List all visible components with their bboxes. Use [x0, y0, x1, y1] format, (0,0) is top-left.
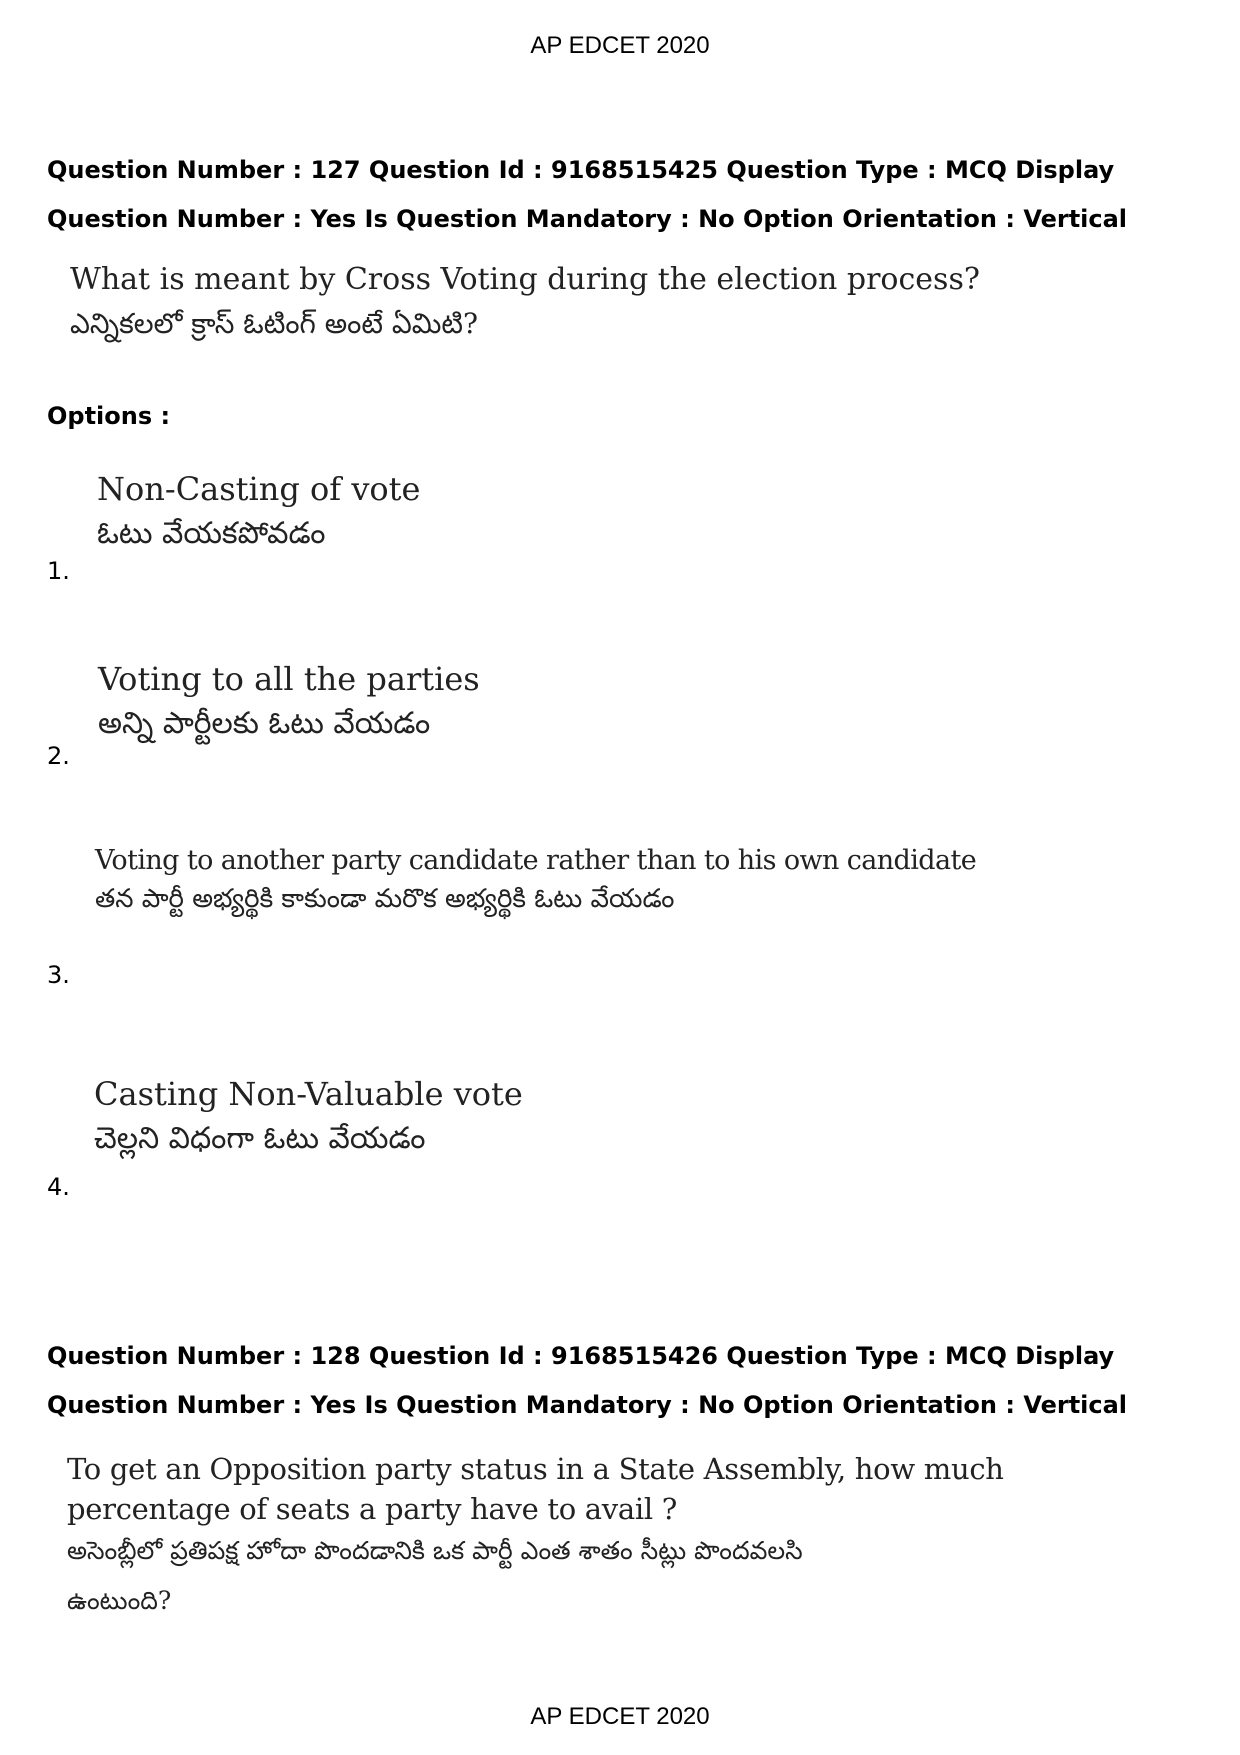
question-meta: Question Number : 127 Question Id : 9168515425 Question Type : MCQ Display Question Number : Yes Is Question Mandatory : No Option Orientation : Vertical: [47, 156, 1128, 233]
option-2-english: Voting to all the parties: [98, 660, 480, 698]
option-2-number: 2.: [47, 742, 70, 770]
option-4-text: [94, 1075, 523, 1163]
options-label: Options :: [47, 402, 171, 430]
question-text-telugu-line-1: అసెంబ్లీలో ప్రతిపక్ష హోదా పొందడానికి ఒక పార్టీ ఎంత శాతం సీట్లు పొందవలసి: [67, 1536, 803, 1565]
question-text-english-line-2: percentage of seats a party have to avail ?: [67, 1492, 677, 1526]
question-meta: Question Number : 128 Question Id : 9168515426 Question Type : MCQ Display Question Number : Yes Is Question Mandatory : No Option Orientation : Vertical: [47, 1342, 1128, 1419]
question-text: [67, 1452, 1004, 1622]
question-text-telugu: ఎన్నికలలో క్రాస్ ఓటింగ్ అంటే ఏమిటి?: [70, 307, 479, 340]
option-3-number: 3.: [47, 961, 70, 989]
option-1-text: [97, 470, 420, 558]
option-1-telugu: ఓటు వేయకపోవడం: [97, 516, 326, 551]
page-header: AP EDCET 2020: [530, 32, 710, 59]
option-1-number: 1.: [47, 557, 70, 585]
option-2-text: [98, 660, 480, 748]
question-text: [70, 262, 980, 347]
option-3-telugu: తన పార్టీ అభ్యర్థికి కాకుండా మరొక అభ్యర్థికి ఓటు వేయడం: [95, 884, 675, 914]
option-3-text: [95, 845, 976, 920]
option-3-english: Voting to another party candidate rather than to his own candidate: [95, 845, 977, 876]
option-4-telugu: చెల్లని విధంగా ఓటు వేయడం: [94, 1121, 426, 1156]
question-text-english: What is meant by Cross Voting during the election process?: [70, 262, 980, 297]
question-text-english-line-1: To get an Opposition party status in a State Assembly, how much: [67, 1452, 1004, 1486]
option-4-number: 4.: [47, 1173, 70, 1201]
question-text-telugu-line-2: ఉంటుంది?: [67, 1586, 172, 1615]
option-4-english: Casting Non-Valuable vote: [94, 1075, 523, 1113]
option-2-telugu: అన్ని పార్టీలకు ఓటు వేయడం: [98, 706, 431, 741]
page-footer: AP EDCET 2020: [530, 1703, 710, 1730]
option-1-english: Non-Casting of vote: [97, 470, 421, 508]
